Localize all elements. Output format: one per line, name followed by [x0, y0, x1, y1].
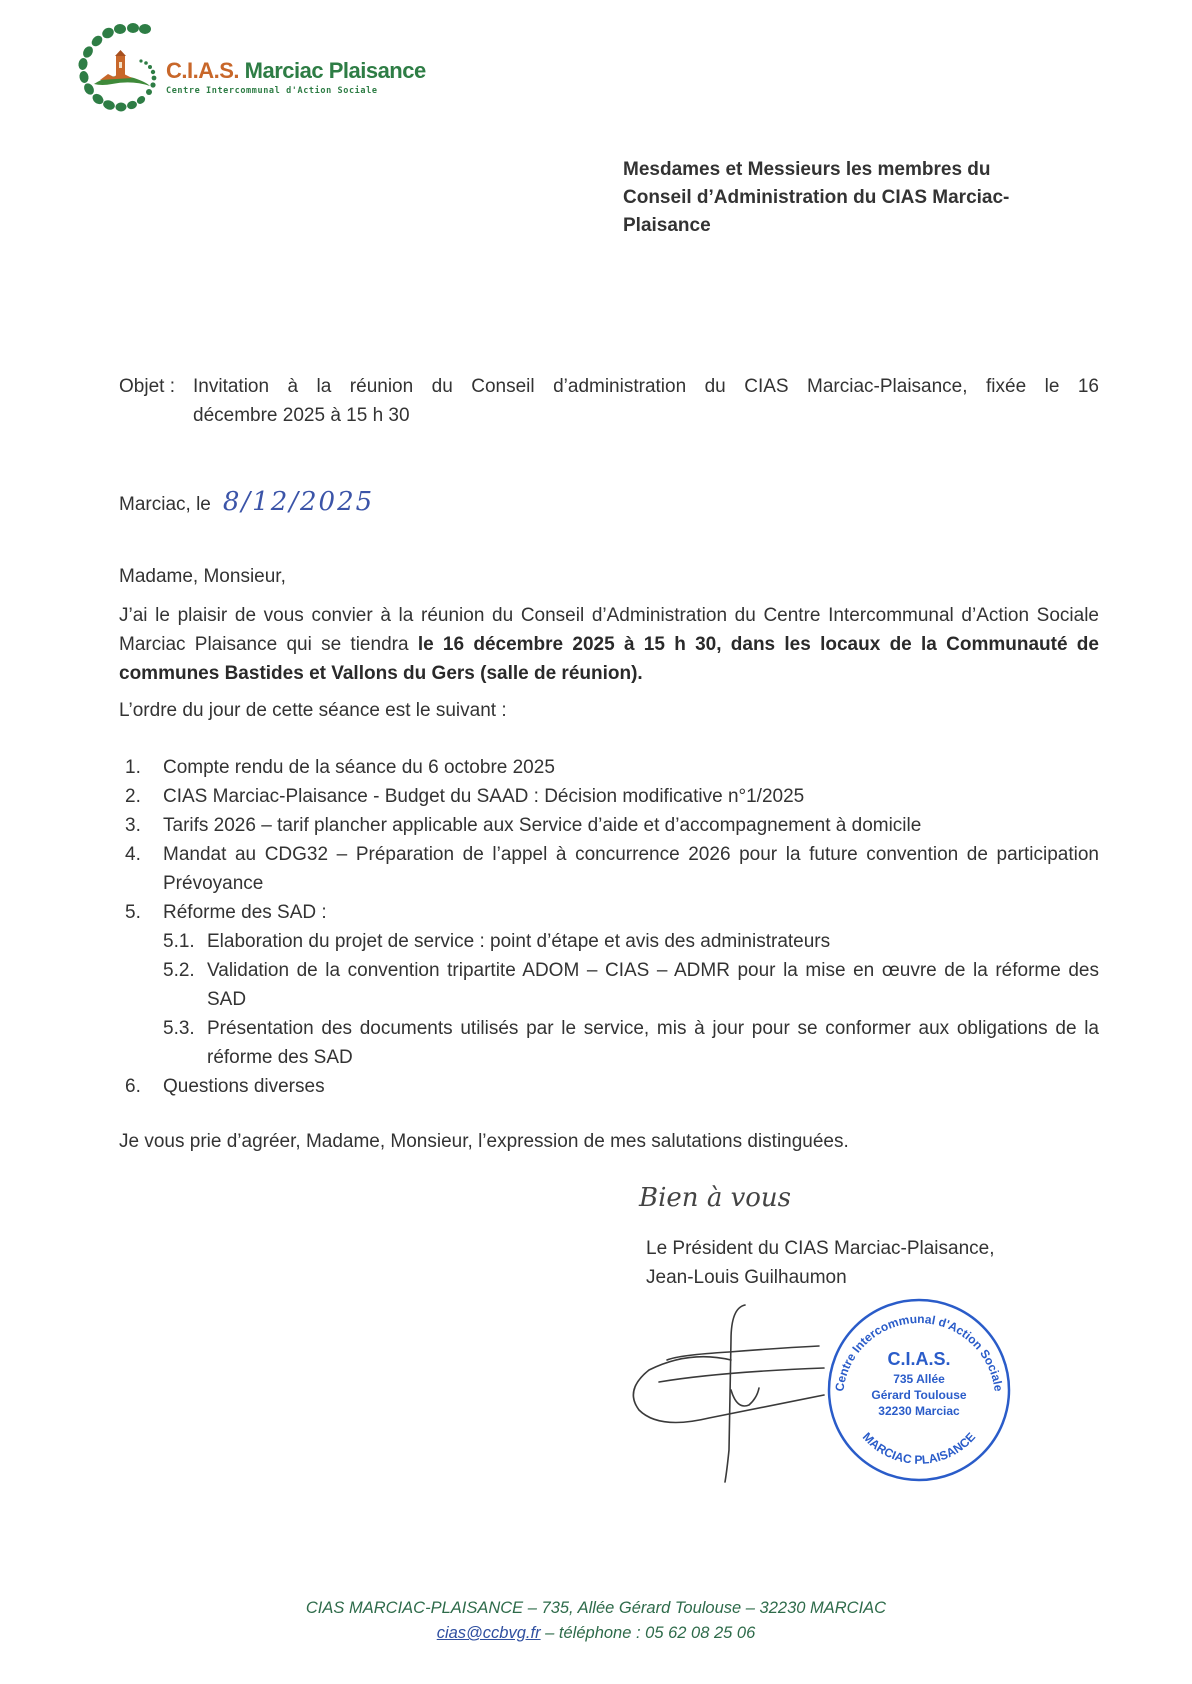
cias-stamp-seal-icon: [824, 1295, 1014, 1485]
paragraph-intro: J’ai le plaisir de vous convier à la réunion du Conseil d’Administration du Centre Intercommunal d’Action Sociale Marciac Plaisance qui se tiendra: [119, 605, 1099, 655]
signature-area: [119, 1180, 1099, 1540]
agenda-subitem: [119, 927, 1099, 956]
logo-title: [166, 58, 426, 84]
agenda-item-number: 3.: [125, 815, 141, 836]
agenda-subitem-text: Elaboration du projet de service : point d’étape et avis des administrateurs: [207, 931, 831, 952]
agenda-item-text: Réforme des SAD :: [163, 902, 327, 923]
footer-address: CIAS MARCIAC-PLAISANCE – 735, Allée Gérard Toulouse – 32230 MARCIAC: [305, 1599, 887, 1617]
agenda-item: [119, 811, 1099, 840]
date-line: [119, 484, 1099, 524]
agenda-item-number: 4.: [125, 844, 141, 865]
subject-line-2: décembre 2025 à 15 h 30: [193, 405, 410, 426]
agenda-subitem-text: Validation de la convention tripartite ADOM – CIAS – ADMR pour la mise en œuvre de la réforme des SAD: [207, 960, 1099, 1010]
agenda-item-text: Mandat au CDG32 – Préparation de l’appel à concurrence 2026 pour la future convention de participation Prévoyance: [163, 844, 1099, 894]
recipient-line: Conseil d’Administration du CIAS Marciac-: [623, 187, 1010, 208]
stamp-line-2: Gérard Toulouse: [871, 1388, 967, 1402]
recipient-line: Mesdames et Messieurs les membres du: [623, 159, 991, 180]
agenda-item-number: 1.: [125, 757, 141, 778]
logo-leaf-wreath-icon: [72, 22, 162, 114]
recipient-block: [623, 156, 1073, 240]
agenda-list: [119, 753, 1099, 1101]
subject-line-1: Invitation à la réunion du Conseil d’administration du CIAS Marciac-Plaisance, fixée le 16: [193, 376, 1099, 397]
closing-formula: Je vous prie d’agréer, Madame, Monsieur, l’expression de mes salutations distinguées.: [119, 1131, 849, 1152]
agenda-subitem-number: 5.2.: [163, 960, 195, 981]
agenda-item: [119, 898, 1099, 927]
letter-body: [119, 372, 1099, 1540]
agenda-item-text: CIAS Marciac-Plaisance - Budget du SAAD : Décision modificative n°1/2025: [163, 786, 805, 807]
stamp-title: C.I.A.S.: [887, 1349, 951, 1369]
official-stamp: [824, 1295, 1014, 1485]
agenda-item-number: 6.: [125, 1076, 141, 1097]
agenda-item-number: 2.: [125, 786, 141, 807]
agenda-item-text: Compte rendu de la séance du 6 octobre 2025: [163, 757, 555, 778]
cias-logo: [72, 22, 162, 114]
agenda-intro: L’ordre du jour de cette séance est le suivant :: [119, 700, 507, 721]
stamp-line-3: 32230 Marciac: [878, 1404, 960, 1418]
agenda-item: [119, 1072, 1099, 1101]
footer-phone: – téléphone : 05 62 08 25 06: [540, 1624, 756, 1642]
stamp-ring-top: Centre Intercommunal d'Action Sociale: [832, 1311, 1006, 1393]
agenda-item-text: Questions diverses: [163, 1076, 325, 1097]
subject-label: Objet :: [119, 376, 175, 397]
signatory-block: [646, 1234, 995, 1292]
signatory-title: Le Président du CIAS Marciac-Plaisance,: [646, 1238, 995, 1259]
stamp-ring-bottom: MARCIAC PLAISANCE: [859, 1429, 979, 1467]
handwritten-date: 8/12/2025: [222, 487, 375, 517]
agenda-subitem: [119, 1014, 1099, 1072]
handwritten-signature: [619, 1300, 829, 1485]
agenda-subitem-number: 5.1.: [163, 931, 195, 952]
agenda-item-number: 5.: [125, 902, 141, 923]
subject-block: [119, 372, 1099, 430]
footer-email-link[interactable]: cias@ccbvg.fr: [436, 1624, 541, 1642]
logo-cias-text: C.I.A.S.: [166, 58, 240, 83]
agenda-subitem: [119, 956, 1099, 1014]
invitation-paragraph: [119, 601, 1099, 688]
logo-name-text: Marciac Plaisance: [244, 58, 426, 83]
agenda-subitem-text: Présentation des documents utilisés par le service, mis à jour pour se conformer aux obligations de la réforme des SAD: [207, 1018, 1099, 1068]
signatory-name: Jean-Louis Guilhaumon: [646, 1267, 847, 1288]
salutation: Madame, Monsieur,: [119, 566, 286, 587]
stamp-line-1: 735 Allée: [893, 1372, 945, 1386]
agenda-item-text: Tarifs 2026 – tarif plancher applicable aux Service d’aide et d’accompagnement à domicile: [163, 815, 922, 836]
agenda-item: [119, 753, 1099, 782]
paragraph-bold-details: le 16 décembre 2025 à 15 h 30, dans les locaux de la Communauté de communes Bastides et Vallons du Gers (salle de réunion).: [119, 634, 1099, 684]
agenda-item: [119, 840, 1099, 898]
date-prefix: Marciac, le: [119, 494, 211, 515]
signature-scribble-icon: [619, 1300, 829, 1485]
logo-subtitle: Centre Intercommunal d'Action Sociale: [166, 86, 378, 96]
recipient-line: Plaisance: [623, 215, 711, 236]
footer-contact: [0, 1622, 1192, 1644]
handwritten-note: Bien à vous: [639, 1183, 792, 1213]
agenda-item: [119, 782, 1099, 811]
agenda-subitem-number: 5.3.: [163, 1018, 195, 1039]
